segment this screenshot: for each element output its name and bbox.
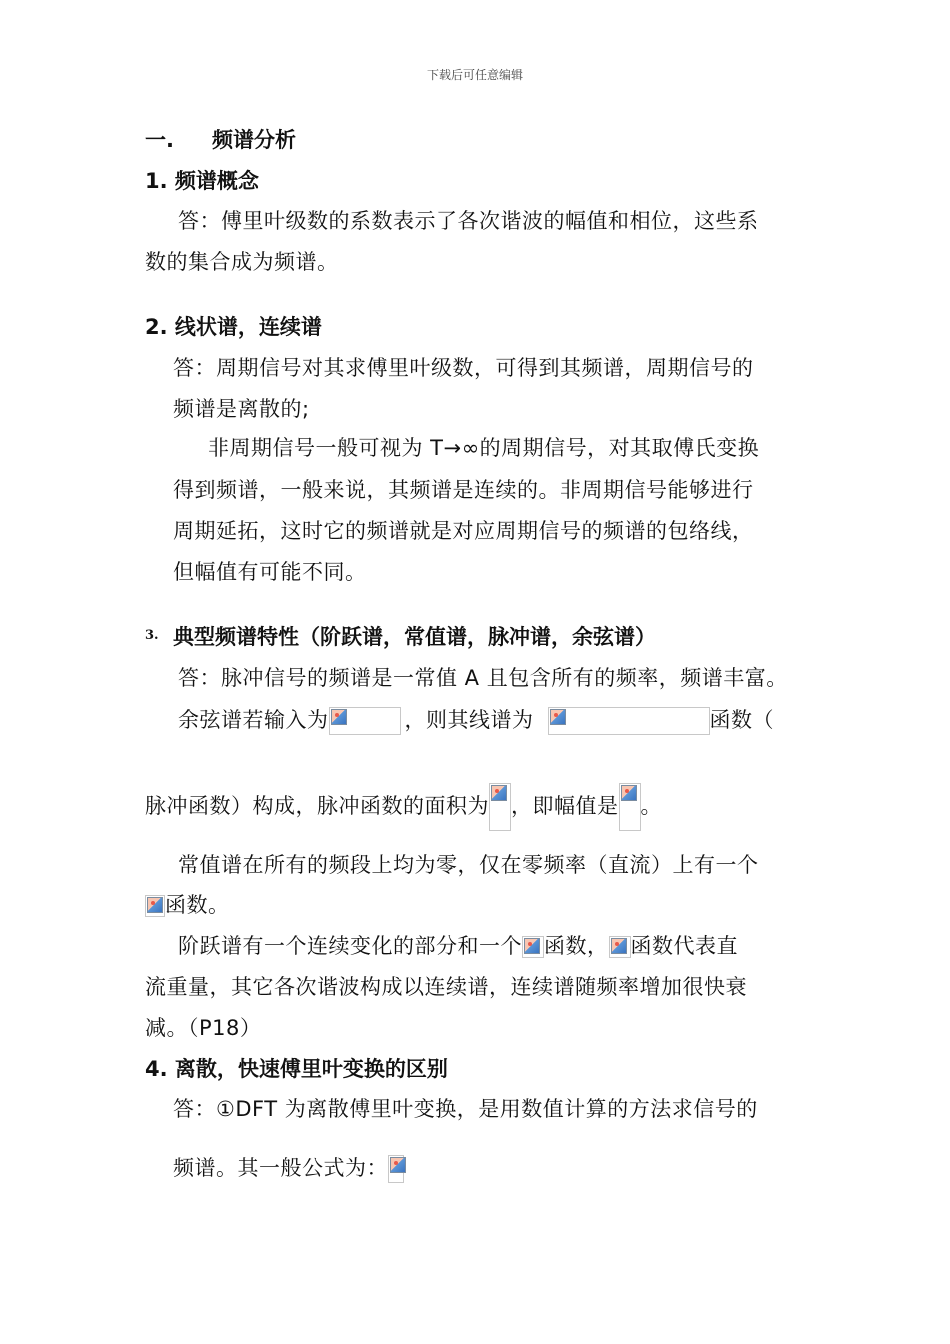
q2-line-5: 周期延拓，这时它的频谱就是对应周期信号的频谱的包络线， (173, 519, 754, 543)
broken-image-icon (491, 785, 507, 801)
formula-image (609, 936, 631, 958)
q3-line-6-part-b: 函数， (544, 934, 609, 958)
q3-line-2-part-a: 余弦谱若输入为 (178, 708, 329, 732)
section-number: 一. (145, 128, 174, 152)
q2-line-4: 得到频谱，一般来说，其频谱是连续的。非周期信号能够进行 (173, 478, 754, 502)
formula-image (388, 1155, 404, 1183)
q4-line-1: 答：①DFT 为离散傅里叶变换，是用数值计算的方法求信号的 (173, 1097, 758, 1121)
section-title: 频谱分析 (212, 128, 296, 152)
formula-image (145, 895, 165, 917)
broken-image-icon (331, 709, 347, 725)
broken-image-icon (611, 938, 627, 954)
q3-line-8: 减。（P18） (145, 1016, 262, 1040)
formula-image (619, 783, 641, 831)
q3-line-2 (178, 704, 774, 735)
broken-image-icon (524, 938, 540, 954)
q2-line-2: 频谱是离散的; (173, 397, 310, 421)
q3-number: 3. (145, 628, 159, 643)
q3-line-2-part-c: 函数（ (709, 708, 774, 732)
page-header: 下载后可任意编辑 (426, 68, 523, 82)
q1-line-1: 答：傅里叶级数的系数表示了各次谐波的幅值和相位，这些系 (178, 209, 759, 233)
q2-line-1: 答：周期信号对其求傅里叶级数，可得到其频谱，周期信号的 (173, 356, 754, 380)
q1-title: 1. 频谱概念 (145, 169, 259, 193)
q3-line-2-part-b: ，则其线谱为 (404, 708, 534, 732)
formula-image (489, 783, 511, 831)
q3-line-3-part-b: ，即幅值是 (511, 794, 619, 818)
q3-line-3 (145, 783, 662, 831)
q2-line-6: 但幅值有可能不同。 (173, 560, 367, 584)
formula-image (548, 707, 710, 735)
q4-line-2-text: 频谱。其一般公式为： (173, 1156, 388, 1180)
q3-line-3-part-c: 。 (640, 794, 662, 818)
formula-image (329, 707, 401, 735)
q3-line-5 (145, 889, 230, 919)
q4-title: 4. 离散，快速傅里叶变换的区别 (145, 1057, 448, 1081)
q3-line-7: 流重量，其它各次谐波构成以连续谱，连续谱随频率增加很快衰 (145, 975, 747, 999)
q3-line-1: 答：脉冲信号的频谱是一常值 A 且包含所有的频率，频谱丰富。 (178, 666, 788, 690)
q3-line-5-text: 函数。 (165, 893, 230, 917)
q2-title: 2. 线状谱，连续谱 (145, 315, 322, 339)
q2-line-3: 非周期信号一般可视为 T→∞的周期信号，对其取傅氏变换 (208, 436, 760, 460)
q3-line-6 (178, 930, 738, 960)
q3-line-6-part-a: 阶跃谱有一个连续变化的部分和一个 (178, 934, 522, 958)
formula-image (522, 936, 544, 958)
broken-image-icon (621, 785, 637, 801)
q1-line-2: 数的集合成为频谱。 (145, 250, 339, 274)
q3-line-6-part-c: 函数代表直 (630, 934, 738, 958)
q3-line-4: 常值谱在所有的频段上均为零，仅在零频率（直流）上有一个 (178, 853, 759, 877)
broken-image-icon (550, 709, 566, 725)
q4-line-2 (173, 1152, 404, 1183)
q3-title: 典型频谱特性（阶跃谱，常值谱，脉冲谱，余弦谱） (173, 625, 656, 649)
broken-image-icon (147, 897, 163, 913)
broken-image-icon (390, 1157, 406, 1173)
q3-line-3-part-a: 脉冲函数）构成，脉冲函数的面积为 (145, 794, 489, 818)
